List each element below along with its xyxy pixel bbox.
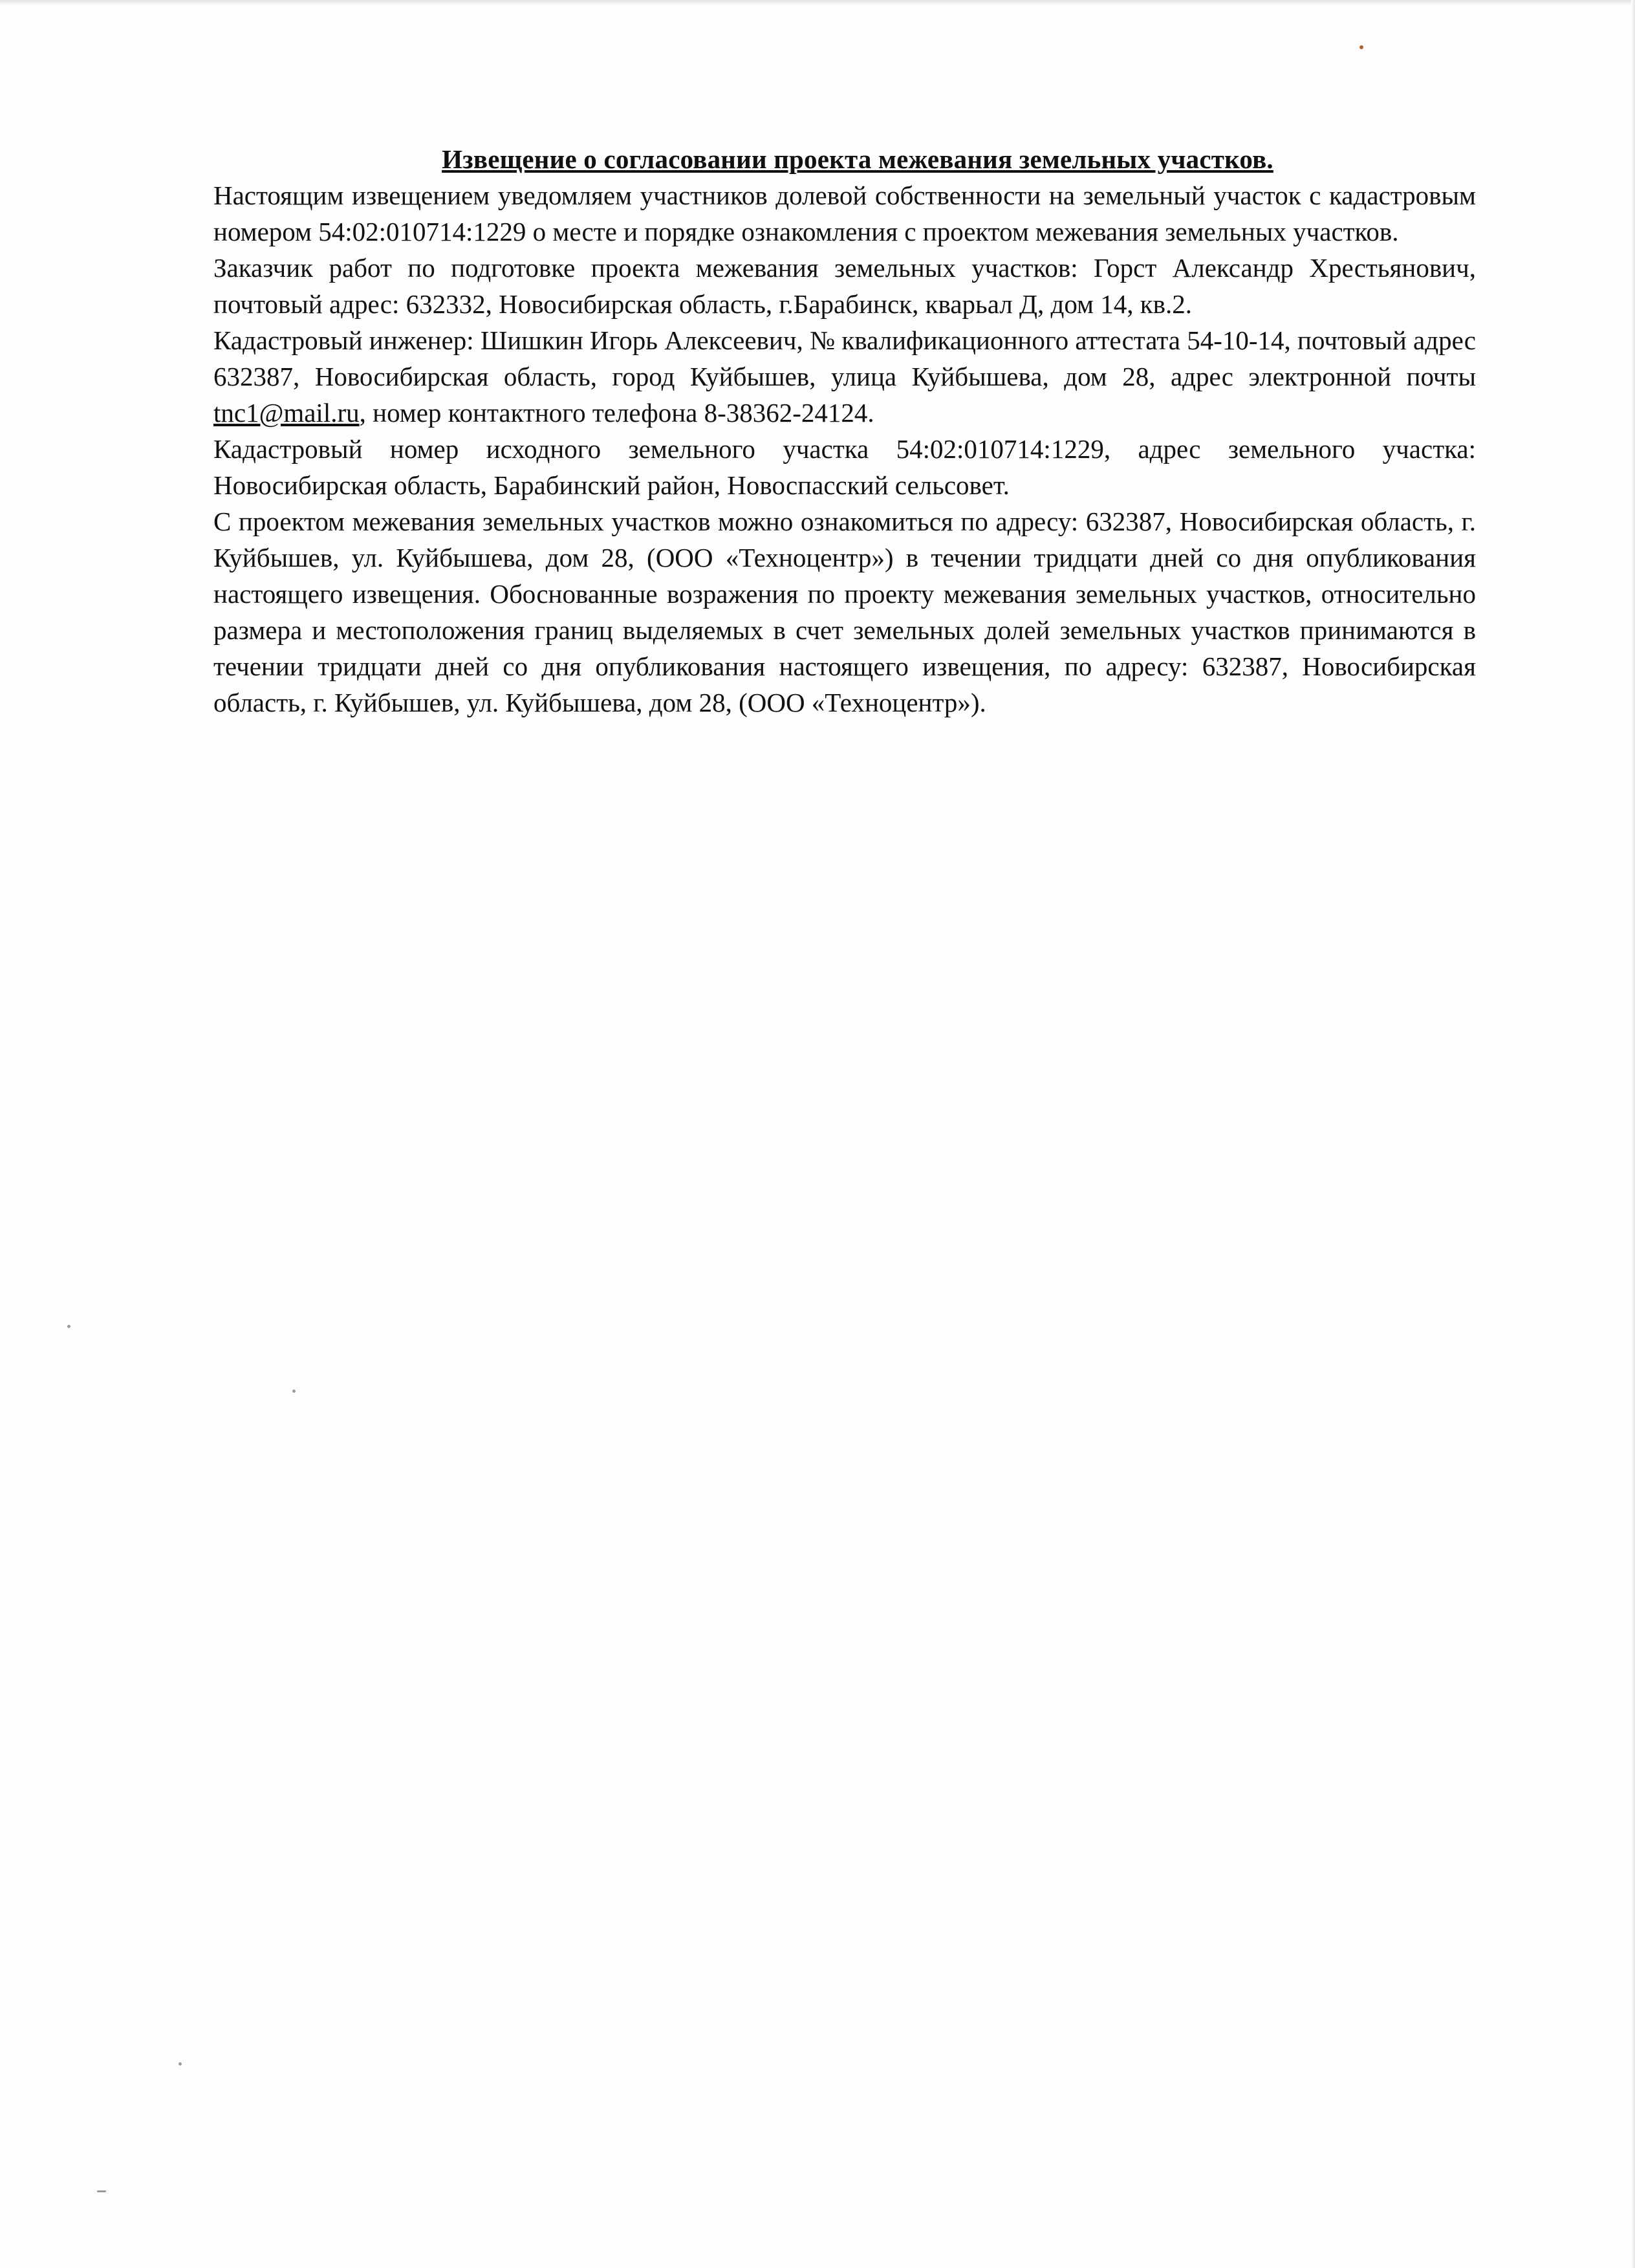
scan-speck — [97, 2190, 106, 2192]
scan-speck — [1359, 45, 1363, 49]
document-title: Извещение о согласовании проекта межевания земельных участков. — [442, 144, 1273, 174]
paragraph-notice-intro: Настоящим извещением уведомляем участников долевой собственности на земельный участок с кадастровым номером 54:02:010714:1229 о месте и порядке ознакомления с проектом межевания земельных участков. — [213, 180, 1476, 246]
scan-speck — [179, 2062, 182, 2066]
scan-speck — [292, 1390, 296, 1393]
paragraph-review-procedure: С проектом межевания земельных участков можно ознакомиться по адресу: 632387, Новосибирская область, г. Куйбышев, ул. Куйбышева, дом 28, (ООО «Техноцентр») в течении тридцати дней со дня опубликования настоящего извещения. Обоснованные возражения по проекту межевания земельных участков, относительно размера и местоположения границ выделяемых в счет земельных долей земельных участков принимаются в течении тридцати дней со дня опубликования настоящего извещения, по адресу: 632387, Новосибирская область, г. Куйбышев, ул. Куйбышева, дом 28, (ООО «Техноцентр»). — [213, 507, 1476, 717]
scan-right-edge — [1631, 0, 1635, 2268]
scan-top-edge — [0, 0, 1635, 5]
engineer-phone-text: , номер контактного телефона 8-38362-24124. — [359, 398, 874, 428]
engineer-details-text: Кадастровый инженер: Шишкин Игорь Алексеевич, № квалификационного аттестата 54-10-14, почтовый адрес 632387, Новосибирская область, город Куйбышев, улица Куйбышева, дом 28, адрес электронной почты — [213, 325, 1476, 391]
notice-document — [213, 141, 1476, 721]
email-link[interactable]: tnc1@mail.ru — [213, 398, 360, 428]
paragraph-cadastral-engineer — [213, 322, 1476, 431]
scan-speck — [67, 1325, 70, 1328]
paragraph-customer: Заказчик работ по подготовке проекта межевания земельных участков: Горст Александр Хрестьянович, почтовый адрес: 632332, Новосибирская область, г.Барабинск, кварьал Д, дом 14, кв.2. — [213, 253, 1476, 319]
paragraph-source-plot: Кадастровый номер исходного земельного участка 54:02:010714:1229, адрес земельного участка: Новосибирская область, Барабинский район, Новоспасский сельсовет. — [213, 434, 1476, 500]
